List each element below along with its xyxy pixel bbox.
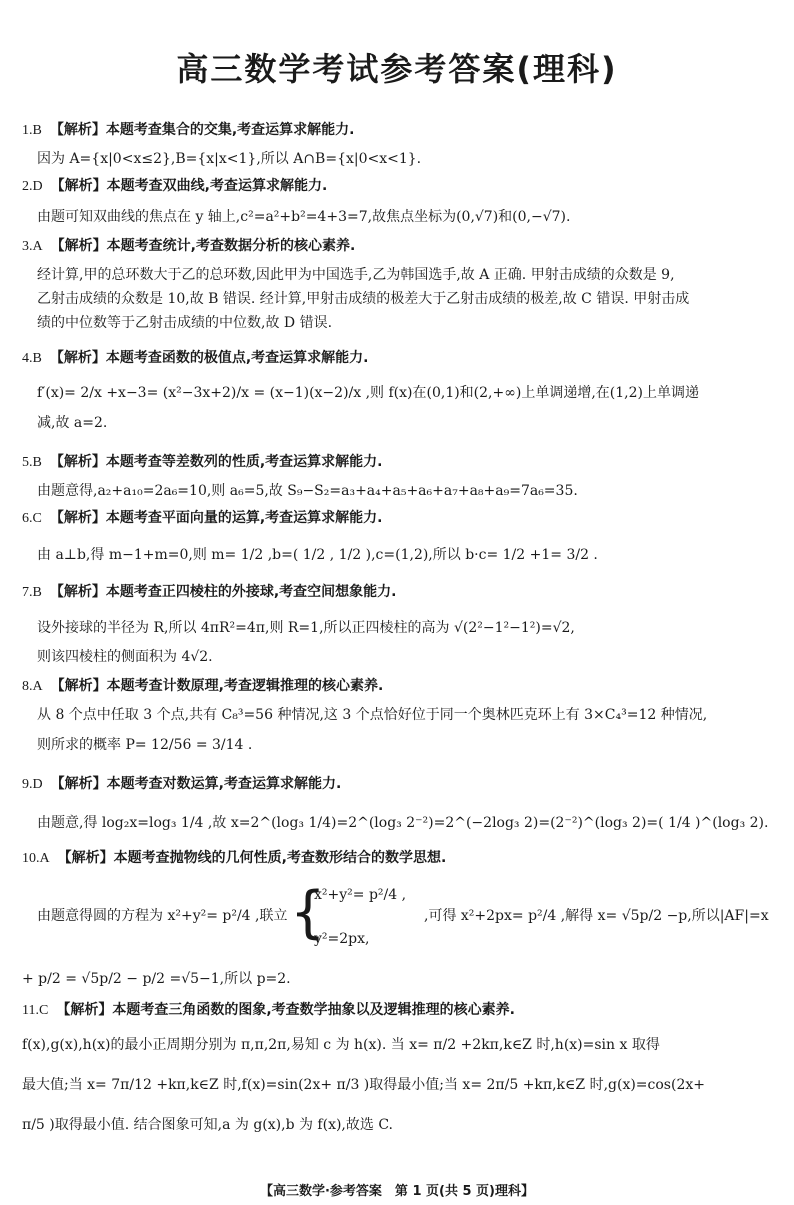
answer-item-9 (22, 774, 782, 843)
answer-heading: 【解析】本题考查统计,考查数据分析的核心素养. (50, 238, 356, 254)
answer-number: 2.D (22, 179, 43, 194)
answer-item-7 (22, 582, 782, 667)
answer-heading: 【解析】本题考查抛物线的几何性质,考查数形结合的数学思想. (57, 850, 447, 866)
answer-item-3 (22, 236, 782, 335)
answer-text: 由 a⊥b,得 m−1+m=0,则 m= 1/2 ,b=( 1/2 , 1/2 ),c=(1,2),所以 b·c= 1/2 +1= 3/2 . (37, 547, 598, 563)
answer-item-6 (22, 508, 782, 575)
answer-text: f(x),g(x),h(x)的最小正周期分别为 π,π,2π,易知 c 为 h(x). 当 x= π/2 +2kπ,k∈Z 时,h(x)=sin x 取得 (22, 1037, 660, 1053)
answer-number: 8.A (22, 679, 43, 694)
answer-text: 则该四棱柱的侧面积为 4√2. (37, 649, 213, 665)
answer-number: 9.D (22, 777, 43, 792)
answer-text: 由题意得圆的方程为 x²+y²= p²/4 ,联立 (37, 908, 288, 924)
answer-item-8 (22, 676, 782, 765)
answer-heading: 【解析】本题考查双曲线,考查运算求解能力. (50, 178, 328, 194)
answer-heading: 【解析】本题考查三角函数的图象,考查数学抽象以及逻辑推理的核心素养. (56, 1002, 515, 1018)
answer-number: 6.C (22, 511, 42, 526)
page-footer: 【高三数学·参考答案 第 1 页(共 5 页)理科】 (259, 1184, 535, 1199)
answer-text: 绩的中位数等于乙射击成绩的中位数,故 D 错误. (37, 315, 333, 331)
answer-item-10 (22, 848, 782, 988)
answer-text: 设外接球的半径为 R,所以 4πR²=4π,则 R=1,所以正四棱柱的高为 √(2²−1²−1²)=√2, (37, 620, 575, 636)
answer-text: 由题意得,a₂+a₁₀=2a₆=10,则 a₆=5,故 S₉−S₂=a₃+a₄+a₅+a₆+a₇+a₈+a₉=7a₆=35. (37, 483, 578, 499)
answer-number: 7.B (22, 585, 42, 600)
answer-heading: 【解析】本题考查等差数列的性质,考查运算求解能力. (49, 454, 383, 470)
system-block (22, 873, 782, 959)
answer-number: 5.B (22, 455, 42, 470)
answer-text: 则所求的概率 P= 12/56 = 3/14 . (37, 737, 253, 753)
answer-heading: 【解析】本题考查计数原理,考查逻辑推理的核心素养. (50, 678, 384, 694)
answer-number: 11.C (22, 1003, 49, 1018)
answer-text: 由题意,得 log₂x=log₃ 1/4 ,故 x=2^(log₃ 1/4)=2^(log₃ 2⁻²)=2^(−2log₃ 2)=(2⁻²)^(log₃ 2)=( 1/4 )^(log₃ 2). (37, 815, 769, 831)
answer-text: 乙射击成绩的众数是 10,故 B 错误. 经计算,甲射击成绩的极差大于乙射击成绩的极差,故 C 错误. 甲射击成 (37, 291, 690, 307)
answer-heading: 【解析】本题考查集合的交集,考查运算求解能力. (49, 122, 355, 138)
answer-text: 从 8 个点中任取 3 个点,共有 C₈³=56 种情况,这 3 个点恰好位于同一个奥林匹克环上有 3×C₄³=12 种情况, (37, 707, 708, 723)
equation-line: y²=2px, (314, 931, 370, 947)
answer-text: 经计算,甲的总环数大于乙的总环数,因此甲为中国选手,乙为韩国选手,故 A 正确. 甲射击成绩的众数是 9, (37, 267, 675, 283)
answer-text: ,可得 x²+2px= p²/4 ,解得 x= √5p/2 −p,所以|AF|=x (424, 908, 769, 924)
brace-icon: { (290, 880, 326, 945)
answer-item-4 (22, 348, 782, 433)
answer-item-11 (22, 1000, 782, 1145)
answer-number: 4.B (22, 351, 42, 366)
answer-text: 最大值;当 x= 7π/12 +kπ,k∈Z 时,f(x)=sin(2x+ π/3 )取得最小值;当 x= 2π/5 +kπ,k∈Z 时,g(x)=cos(2x+ (22, 1077, 705, 1093)
answer-text: π/5 )取得最小值. 结合图象可知,a 为 g(x),b 为 f(x),故选 C. (22, 1117, 393, 1133)
page-title: 高三数学考试参考答案(理科) (176, 50, 618, 88)
answer-number: 3.A (22, 239, 43, 254)
answer-number: 10.A (22, 851, 50, 866)
answer-item-2 (22, 176, 782, 227)
answer-heading: 【解析】本题考查函数的极值点,考查运算求解能力. (49, 350, 369, 366)
answer-heading: 【解析】本题考查对数运算,考查运算求解能力. (50, 776, 342, 792)
answer-text: 由题可知双曲线的焦点在 y 轴上,c²=a²+b²=4+3=7,故焦点坐标为(0,√7)和(0,−√7). (37, 209, 571, 225)
answer-text: f′(x)= 2/x +x−3= (x²−3x+2)/x = (x−1)(x−2)/x ,则 f(x)在(0,1)和(2,+∞)上单调递增,在(1,2)上单调递 (37, 385, 699, 401)
answer-heading: 【解析】本题考查正四棱柱的外接球,考查空间想象能力. (49, 584, 397, 600)
answer-number: 1.B (22, 123, 42, 138)
equation-line: x²+y²= p²/4 , (314, 887, 407, 903)
answer-item-5 (22, 452, 782, 501)
answer-text: 减,故 a=2. (37, 415, 108, 431)
answer-text: + p/2 = √5p/2 − p/2 =√5−1,所以 p=2. (22, 971, 291, 987)
answer-heading: 【解析】本题考查平面向量的运算,考查运算求解能力. (49, 510, 383, 526)
answer-text: 因为 A={x|0<x≤2},B={x|x<1},所以 A∩B={x|0<x<1}. (37, 151, 422, 167)
answer-item-1 (22, 120, 782, 169)
